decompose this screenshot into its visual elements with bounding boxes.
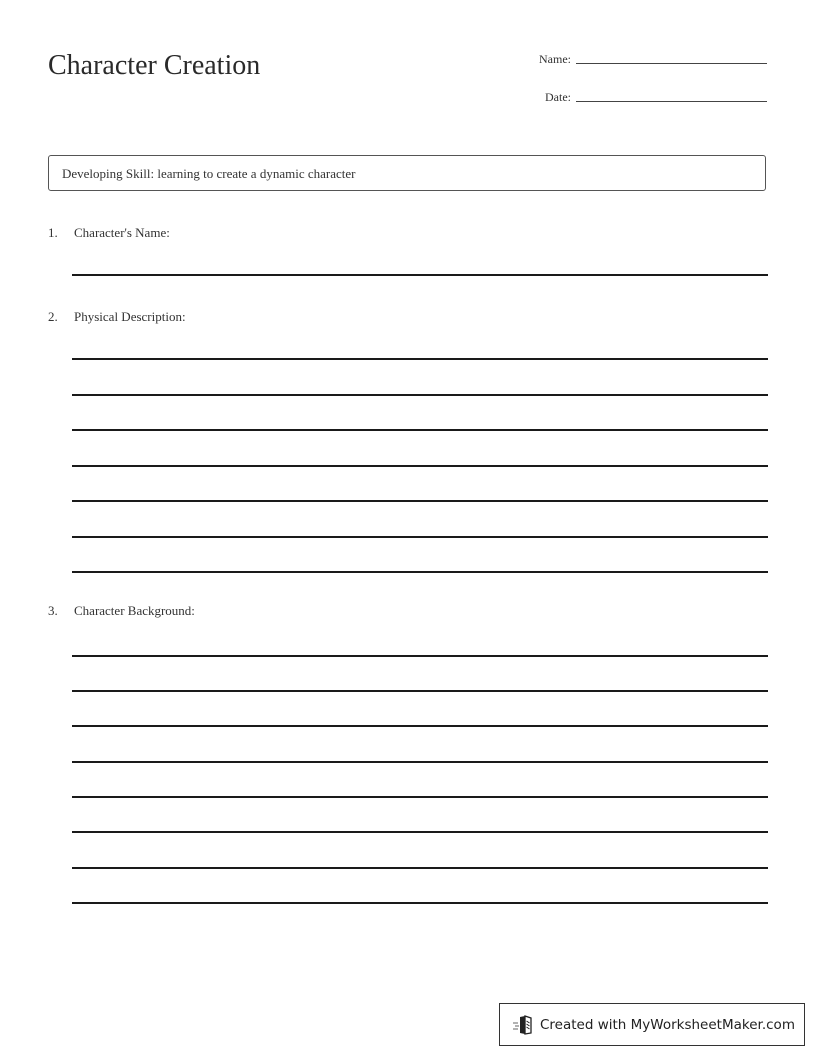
answer-line[interactable] (72, 796, 768, 798)
answer-line[interactable] (72, 358, 768, 360)
page-title: Character Creation (48, 50, 261, 81)
answer-line[interactable] (72, 867, 768, 869)
answer-line[interactable] (72, 500, 768, 502)
question-number: 1. (48, 225, 58, 240)
question-label: Physical Description: (74, 309, 186, 324)
answer-line[interactable] (72, 536, 768, 538)
answer-line[interactable] (72, 761, 768, 763)
answer-line[interactable] (72, 902, 768, 904)
name-field[interactable] (576, 62, 767, 64)
answer-line[interactable] (72, 571, 768, 573)
question-label: Character's Name: (74, 225, 170, 240)
answer-line[interactable] (72, 690, 768, 692)
question-3 (48, 603, 195, 619)
answer-line[interactable] (72, 394, 768, 396)
answer-line[interactable] (72, 831, 768, 833)
footer-badge[interactable] (499, 1003, 805, 1046)
answer-line[interactable] (72, 429, 768, 431)
answer-line[interactable] (72, 725, 768, 727)
question-label: Character Background: (74, 603, 195, 618)
worksheet-maker-logo-icon (512, 1014, 534, 1036)
answer-line[interactable] (72, 465, 768, 467)
question-2 (48, 309, 186, 325)
footer-text: Created with MyWorksheetMaker.com (540, 1016, 795, 1033)
name-field-row (527, 52, 767, 66)
question-1 (48, 225, 170, 241)
skill-box (48, 155, 766, 191)
date-field[interactable] (576, 100, 767, 102)
date-label: Date: (545, 90, 571, 104)
date-field-row (527, 90, 767, 104)
answer-line[interactable] (72, 655, 768, 657)
skill-text: Developing Skill: learning to create a dynamic character (62, 166, 356, 181)
answer-line[interactable] (72, 274, 768, 276)
name-label: Name: (539, 52, 571, 66)
question-number: 3. (48, 603, 58, 618)
question-number: 2. (48, 309, 58, 324)
